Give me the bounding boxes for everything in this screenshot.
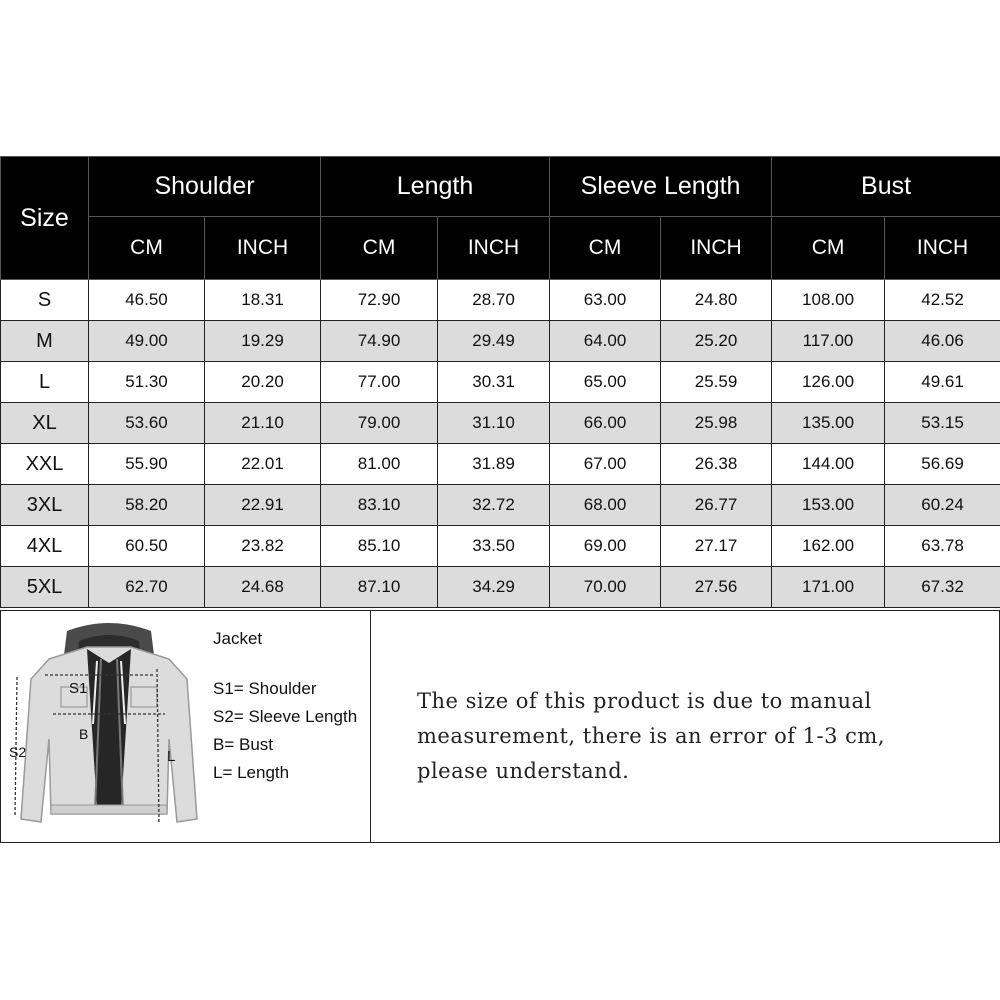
measurement-cell: 49.00 [89, 321, 205, 362]
table-row [1, 567, 1000, 608]
size-table-body [1, 280, 1000, 608]
b-label: B [79, 726, 89, 742]
group-header-sleeve-length: Sleeve Length [550, 157, 772, 217]
measurement-cell: 70.00 [550, 567, 661, 608]
unit-header: CM [772, 217, 885, 280]
measurement-cell: 46.50 [89, 280, 205, 321]
measurement-cell: 53.15 [885, 403, 1000, 444]
group-header-shoulder: Shoulder [89, 157, 321, 217]
jacket-diagram [9, 619, 209, 834]
measurement-guide [1, 611, 371, 842]
measurement-cell: 69.00 [550, 526, 661, 567]
measurement-cell: 63.00 [550, 280, 661, 321]
size-cell: XL [1, 403, 89, 444]
measurement-cell: 153.00 [772, 485, 885, 526]
measurement-cell: 34.29 [438, 567, 550, 608]
measurement-cell: 27.17 [661, 526, 772, 567]
measurement-cell: 32.72 [438, 485, 550, 526]
measurement-cell: 60.50 [89, 526, 205, 567]
measurement-cell: 42.52 [885, 280, 1000, 321]
unit-header: INCH [661, 217, 772, 280]
measurement-cell: 25.98 [661, 403, 772, 444]
measurement-cell: 29.49 [438, 321, 550, 362]
info-panel [0, 610, 1000, 843]
measurement-cell: 62.70 [89, 567, 205, 608]
table-row [1, 362, 1000, 403]
measurement-cell: 67.32 [885, 567, 1000, 608]
measurement-cell: 23.82 [205, 526, 321, 567]
size-cell: M [1, 321, 89, 362]
measurement-cell: 144.00 [772, 444, 885, 485]
legend-title: Jacket [213, 629, 263, 648]
measurement-cell: 28.70 [438, 280, 550, 321]
measurement-cell: 58.20 [89, 485, 205, 526]
s1-label: S1 [69, 680, 88, 697]
measurement-cell: 72.90 [321, 280, 438, 321]
size-cell: S [1, 280, 89, 321]
size-chart-table [0, 156, 1000, 608]
measurement-cell: 117.00 [772, 321, 885, 362]
group-header-bust: Bust [772, 157, 1000, 217]
measurement-cell: 25.59 [661, 362, 772, 403]
measurement-cell: 87.10 [321, 567, 438, 608]
unit-header: CM [321, 217, 438, 280]
measurement-cell: 33.50 [438, 526, 550, 567]
measurement-cell: 26.38 [661, 444, 772, 485]
measurement-cell: 19.29 [205, 321, 321, 362]
measurement-cell: 65.00 [550, 362, 661, 403]
measurement-cell: 171.00 [772, 567, 885, 608]
measurement-cell: 27.56 [661, 567, 772, 608]
measurement-cell: 56.69 [885, 444, 1000, 485]
measurement-cell: 81.00 [321, 444, 438, 485]
measurement-cell: 46.06 [885, 321, 1000, 362]
s2-label: S2 [9, 744, 27, 760]
measurement-cell: 24.68 [205, 567, 321, 608]
measurement-cell: 108.00 [772, 280, 885, 321]
table-row [1, 526, 1000, 567]
size-cell: 4XL [1, 526, 89, 567]
unit-header: CM [89, 217, 205, 280]
measurement-cell: 26.77 [661, 485, 772, 526]
measurement-note: The size of this product is due to manual measurement, there is an error of 1-3 cm, please understand. [417, 689, 886, 783]
measurement-cell: 83.10 [321, 485, 438, 526]
measurement-cell: 77.00 [321, 362, 438, 403]
measurement-cell: 30.31 [438, 362, 550, 403]
legend-line-length: L= Length [213, 763, 290, 782]
legend-line-shoulder: S1= Shoulder [213, 679, 317, 698]
measurement-cell: 79.00 [321, 403, 438, 444]
unit-header: INCH [205, 217, 321, 280]
unit-header: CM [550, 217, 661, 280]
measurement-cell: 85.10 [321, 526, 438, 567]
size-column-header: Size [1, 157, 89, 280]
measurement-cell: 22.91 [205, 485, 321, 526]
measurement-cell: 74.90 [321, 321, 438, 362]
measurement-cell: 24.80 [661, 280, 772, 321]
measurement-cell: 31.10 [438, 403, 550, 444]
measurement-cell: 25.20 [661, 321, 772, 362]
measurement-cell: 66.00 [550, 403, 661, 444]
measurement-cell: 135.00 [772, 403, 885, 444]
measurement-cell: 126.00 [772, 362, 885, 403]
size-cell: 3XL [1, 485, 89, 526]
measurement-cell: 21.10 [205, 403, 321, 444]
table-row [1, 444, 1000, 485]
measurement-cell: 49.61 [885, 362, 1000, 403]
table-row [1, 485, 1000, 526]
measurement-cell: 60.24 [885, 485, 1000, 526]
unit-header: INCH [885, 217, 1000, 280]
legend-line-bust: B= Bust [213, 735, 274, 754]
measurement-cell: 51.30 [89, 362, 205, 403]
measurement-cell: 53.60 [89, 403, 205, 444]
measurement-cell: 22.01 [205, 444, 321, 485]
table-row [1, 280, 1000, 321]
table-row [1, 321, 1000, 362]
measurement-legend [213, 629, 357, 791]
measurement-cell: 162.00 [772, 526, 885, 567]
unit-header: INCH [438, 217, 550, 280]
measurement-cell: 20.20 [205, 362, 321, 403]
size-cell: XXL [1, 444, 89, 485]
measurement-cell: 67.00 [550, 444, 661, 485]
measurement-cell: 55.90 [89, 444, 205, 485]
size-cell: 5XL [1, 567, 89, 608]
size-cell: L [1, 362, 89, 403]
table-row [1, 403, 1000, 444]
measurement-cell: 64.00 [550, 321, 661, 362]
l-label: L [167, 748, 176, 765]
legend-line-sleeve-length: S2= Sleeve Length [213, 707, 358, 726]
measurement-cell: 31.89 [438, 444, 550, 485]
measurement-cell: 68.00 [550, 485, 661, 526]
measurement-cell: 63.78 [885, 526, 1000, 567]
measurement-cell: 18.31 [205, 280, 321, 321]
group-header-length: Length [321, 157, 550, 217]
